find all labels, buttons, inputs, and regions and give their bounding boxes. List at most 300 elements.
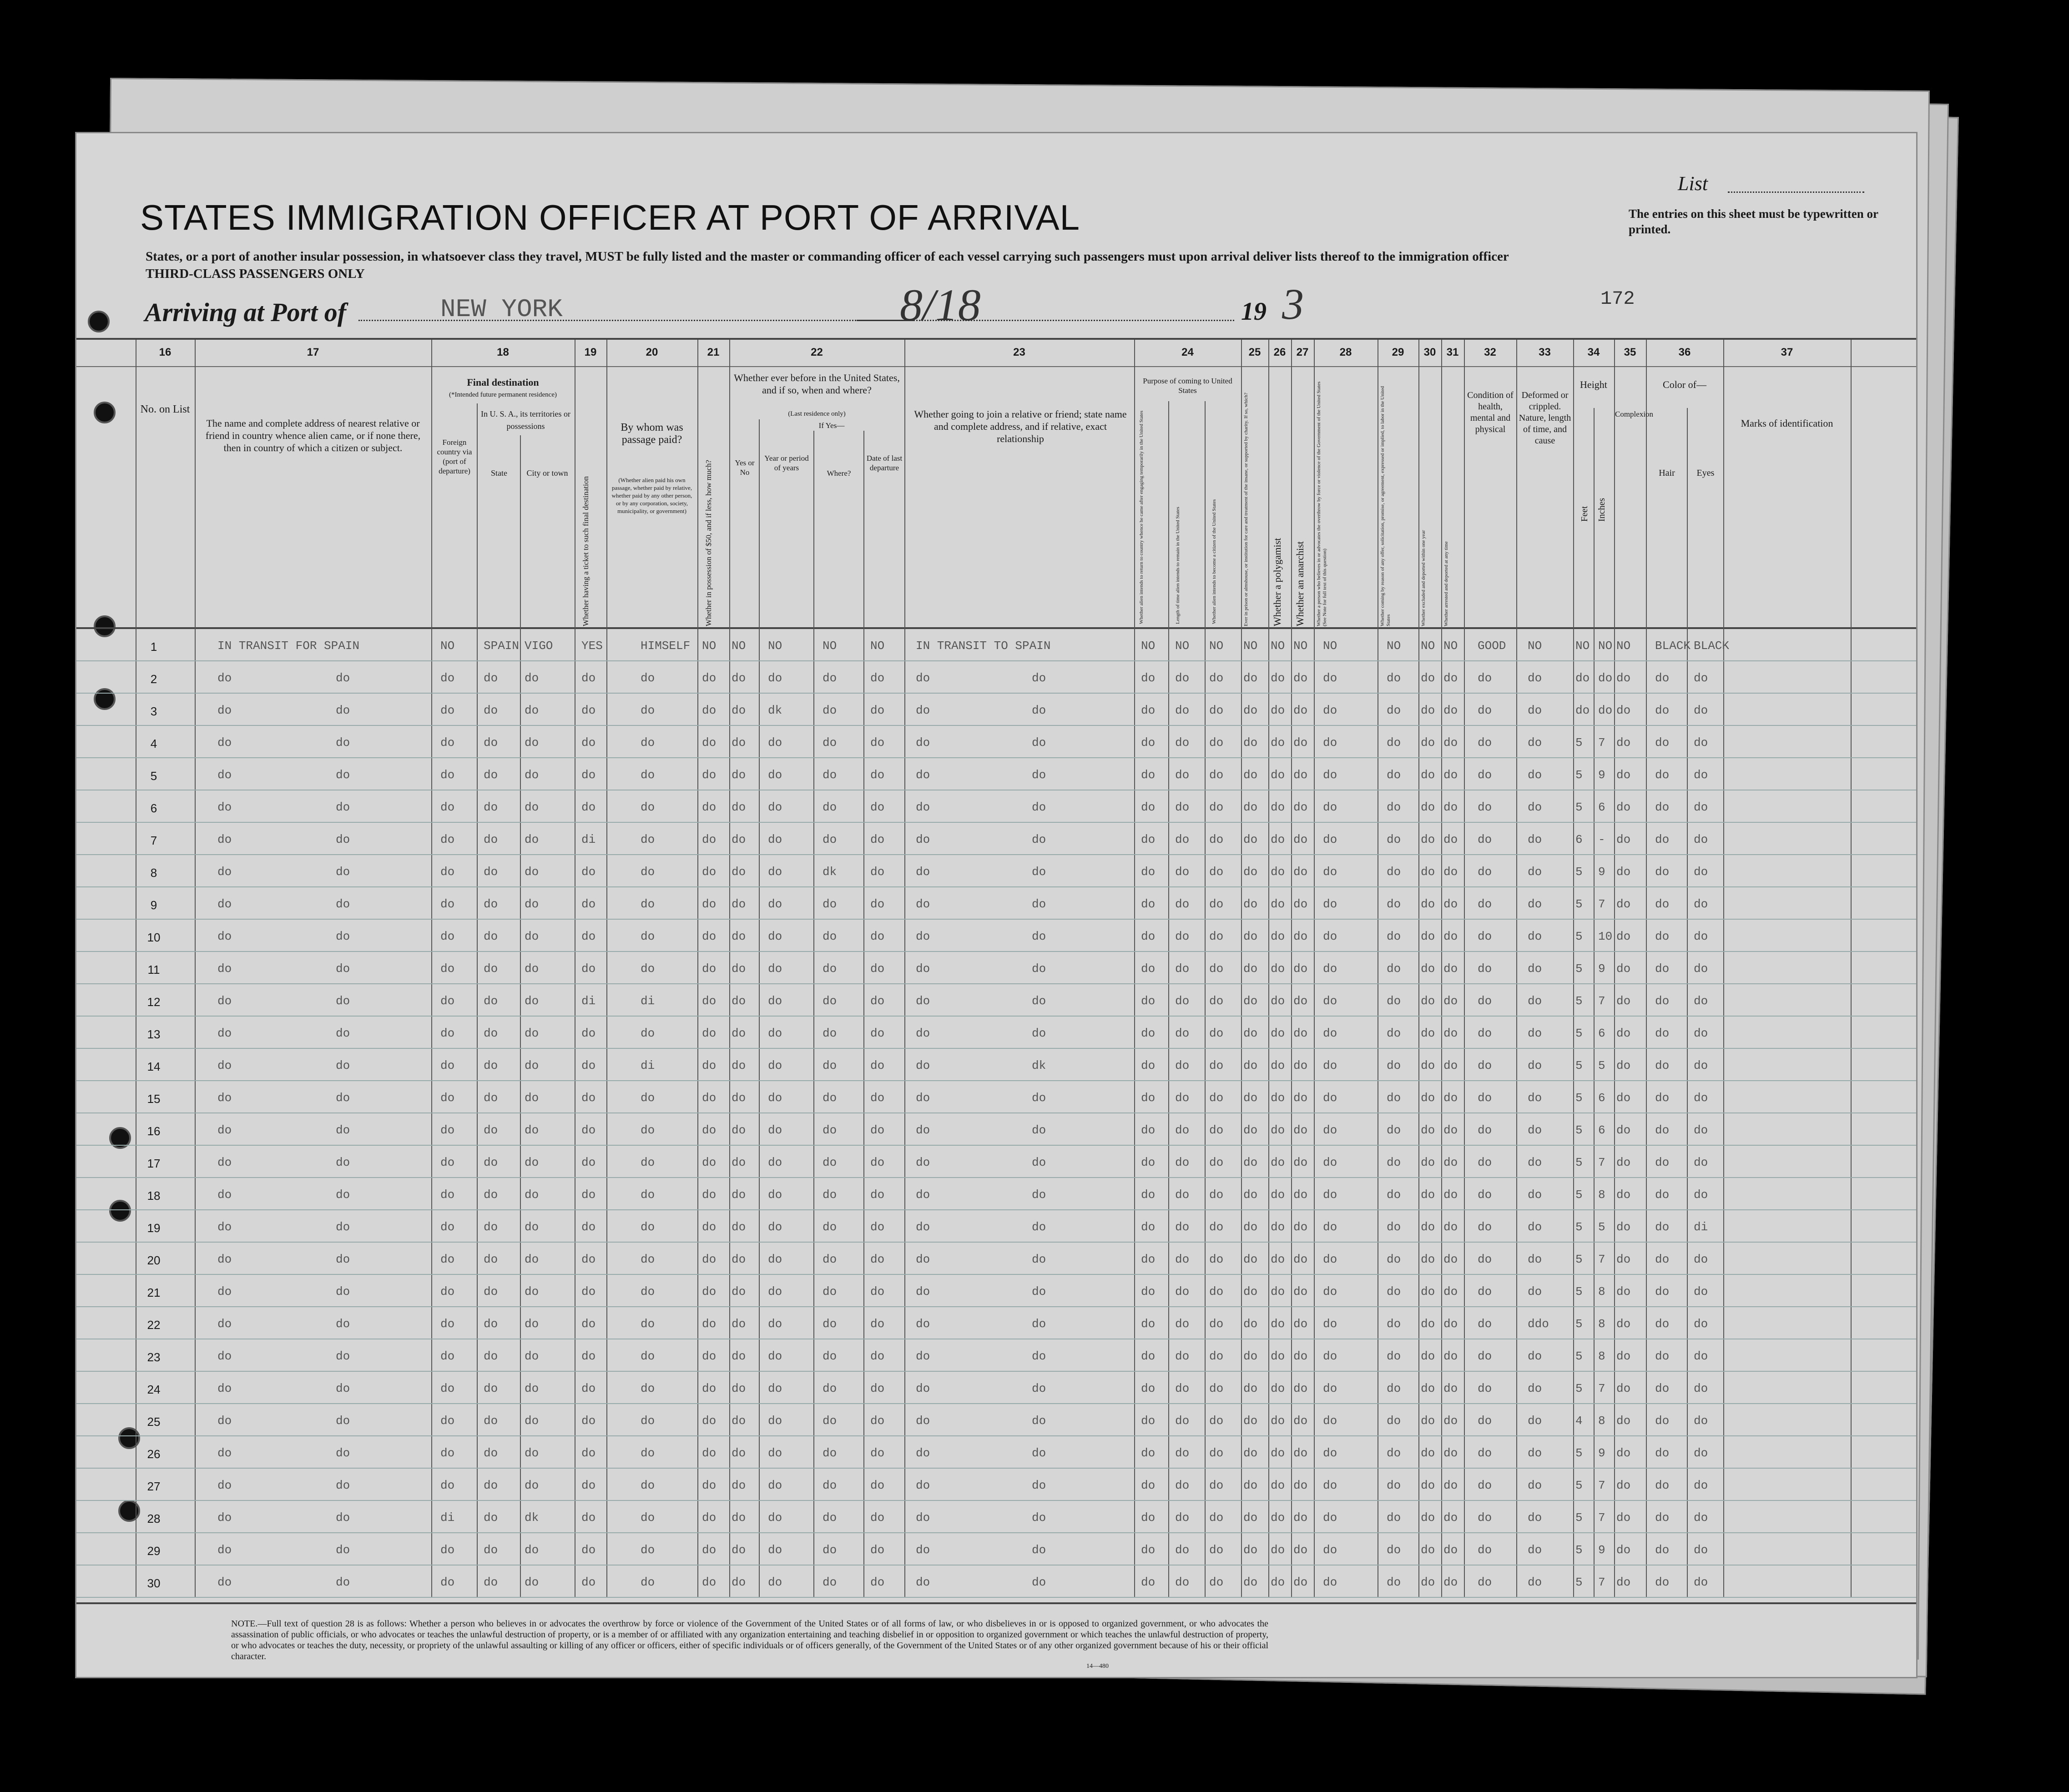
cell-c22b: do bbox=[768, 671, 782, 685]
cell-c19: do bbox=[581, 704, 596, 717]
table-row bbox=[76, 1243, 1918, 1275]
cell-c17b: do bbox=[336, 1156, 350, 1169]
cell-c28: do bbox=[1323, 1479, 1337, 1492]
cell-c18c: do bbox=[525, 768, 539, 782]
cell-c34b: 7 bbox=[1598, 1156, 1605, 1169]
cell-c31: do bbox=[1443, 704, 1458, 717]
cell-c24b: do bbox=[1175, 1156, 1190, 1169]
cell-c27: do bbox=[1293, 1188, 1308, 1202]
cell-c22c: do bbox=[823, 994, 837, 1008]
cell-c23a: do bbox=[916, 1414, 930, 1428]
cell-c21: do bbox=[702, 704, 717, 717]
cell-c28: do bbox=[1323, 1511, 1337, 1525]
cell-c31: do bbox=[1443, 1253, 1458, 1266]
cell-c33: do bbox=[1528, 1188, 1542, 1202]
cell-c21: do bbox=[702, 1349, 717, 1363]
column-number: 28 bbox=[1339, 346, 1352, 358]
cell-c22a: do bbox=[732, 704, 746, 717]
cell-c27: do bbox=[1293, 1511, 1308, 1525]
cell-c23a: do bbox=[916, 1479, 930, 1492]
cell-c18a: do bbox=[440, 671, 455, 685]
cell-c33: do bbox=[1528, 1027, 1542, 1040]
cell-c30: do bbox=[1421, 768, 1435, 782]
cell-c30: do bbox=[1421, 1479, 1435, 1492]
cell-c32: do bbox=[1478, 1414, 1492, 1428]
cell-c36b: do bbox=[1694, 1446, 1708, 1460]
cell-c24c: do bbox=[1209, 994, 1224, 1008]
cell-c34a: 5 bbox=[1575, 1349, 1583, 1363]
table-row bbox=[76, 661, 1918, 694]
col-24b-header: Length of time alien intends to remain in the United States bbox=[1175, 507, 1181, 624]
cell-c22c: do bbox=[823, 1253, 837, 1266]
cell-c29: do bbox=[1387, 1349, 1401, 1363]
cell-c17a: do bbox=[217, 671, 232, 685]
cell-c24c: do bbox=[1209, 1576, 1224, 1589]
cell-c25: do bbox=[1243, 1059, 1258, 1072]
cell-c24b: do bbox=[1175, 962, 1190, 976]
table-row bbox=[76, 1049, 1918, 1081]
cell-c28: do bbox=[1323, 671, 1337, 685]
cell-c27: do bbox=[1293, 1382, 1308, 1395]
cell-c32: do bbox=[1478, 1059, 1492, 1072]
cell-c26: do bbox=[1271, 833, 1285, 846]
cell-c21: do bbox=[702, 994, 717, 1008]
cell-c33: do bbox=[1528, 1349, 1542, 1363]
col-25-header: Ever in prison or almshouse, or institution for care and treatment of the insane, or supported by charity. If so, which? bbox=[1243, 393, 1249, 626]
cell-c36b: do bbox=[1694, 736, 1708, 750]
cell-c17a: do bbox=[217, 1479, 232, 1492]
cell-c22a: do bbox=[732, 865, 746, 879]
cell-c17a: do bbox=[217, 897, 232, 911]
cell-c22c: do bbox=[823, 1382, 837, 1395]
cell-c36b: di bbox=[1694, 1220, 1708, 1234]
cell-c34b: 8 bbox=[1598, 1414, 1605, 1428]
cell-c22a: do bbox=[732, 1349, 746, 1363]
cell-c22d: do bbox=[870, 1576, 885, 1589]
table-row bbox=[76, 952, 1918, 984]
cell-c19: do bbox=[581, 768, 596, 782]
cell-c22b: do bbox=[768, 1511, 782, 1525]
cell-c20: do bbox=[641, 1576, 655, 1589]
table-row bbox=[76, 1501, 1918, 1533]
cell-c22c: NO bbox=[823, 639, 837, 653]
table-row bbox=[76, 1469, 1918, 1501]
cell-c34b: 7 bbox=[1598, 1253, 1605, 1266]
cell-c23b: do bbox=[1032, 671, 1046, 685]
cell-c20: HIMSELF bbox=[641, 639, 691, 653]
cell-c18a: do bbox=[440, 833, 455, 846]
cell-c36a: do bbox=[1655, 1382, 1670, 1395]
cell-c22b: do bbox=[768, 897, 782, 911]
col-18-state: State bbox=[491, 468, 507, 478]
cell-c26: do bbox=[1271, 768, 1285, 782]
cell-c27: do bbox=[1293, 671, 1308, 685]
cell-c24c: do bbox=[1209, 1253, 1224, 1266]
cell-c29: do bbox=[1387, 962, 1401, 976]
column-divider bbox=[1646, 340, 1647, 631]
cell-c36b: do bbox=[1694, 897, 1708, 911]
cell-c22d: do bbox=[870, 736, 885, 750]
cell-c17a: do bbox=[217, 1285, 232, 1299]
column-number: 24 bbox=[1181, 346, 1194, 358]
cell-c31: do bbox=[1443, 897, 1458, 911]
row-number: 21 bbox=[147, 1286, 161, 1299]
cell-c31: NO bbox=[1443, 639, 1458, 653]
cell-c23a: do bbox=[916, 1543, 930, 1557]
cell-c35: do bbox=[1616, 1317, 1631, 1331]
cell-c35: do bbox=[1616, 1382, 1631, 1395]
column-divider bbox=[1441, 340, 1442, 631]
cell-c17b: do bbox=[336, 1349, 350, 1363]
cell-c22d: do bbox=[870, 865, 885, 879]
cell-c18a: do bbox=[440, 1027, 455, 1040]
cell-c18b: do bbox=[484, 1414, 498, 1428]
cell-c35: do bbox=[1616, 768, 1631, 782]
col-31-header: Whether arrested and deported at any time bbox=[1443, 541, 1449, 626]
cell-c29: do bbox=[1387, 1059, 1401, 1072]
cell-c22a: do bbox=[732, 1382, 746, 1395]
cell-c36a: do bbox=[1655, 1511, 1670, 1525]
col-21-header: Whether in possession of $50, and if less, how much? bbox=[704, 460, 713, 626]
cell-c23b: do bbox=[1032, 962, 1046, 976]
cell-c18c: do bbox=[525, 704, 539, 717]
column-divider bbox=[1573, 340, 1574, 631]
cell-c18c: do bbox=[525, 930, 539, 943]
cell-c33: do bbox=[1528, 768, 1542, 782]
cell-c22b: do bbox=[768, 1188, 782, 1202]
cell-c24b: do bbox=[1175, 1027, 1190, 1040]
cell-c22c: do bbox=[823, 833, 837, 846]
cell-c18a: do bbox=[440, 1188, 455, 1202]
cell-c17a: do bbox=[217, 1317, 232, 1331]
cell-c17b: do bbox=[336, 1576, 350, 1589]
cell-c24c: do bbox=[1209, 962, 1224, 976]
cell-c22b: do bbox=[768, 833, 782, 846]
cell-c36a: do bbox=[1655, 1576, 1670, 1589]
cell-c27: do bbox=[1293, 962, 1308, 976]
cell-c31: do bbox=[1443, 1382, 1458, 1395]
cell-c23a: do bbox=[916, 1285, 930, 1299]
cell-c25: do bbox=[1243, 1349, 1258, 1363]
cell-c24a: do bbox=[1141, 1059, 1156, 1072]
col-20-subheader: (Whether alien paid his own passage, whether paid by relative, whether paid by any other person, or by any corporation, society, municipality, or government) bbox=[611, 477, 692, 514]
column-number: 34 bbox=[1587, 346, 1600, 358]
cell-c36a: do bbox=[1655, 1414, 1670, 1428]
cell-c18a: do bbox=[440, 1414, 455, 1428]
cell-c24c: do bbox=[1209, 1123, 1224, 1137]
cell-c32: do bbox=[1478, 768, 1492, 782]
cell-c22a: do bbox=[732, 1414, 746, 1428]
cell-c23a: do bbox=[916, 1253, 930, 1266]
cell-c18c: do bbox=[525, 833, 539, 846]
cell-c28: do bbox=[1323, 962, 1337, 976]
table-row bbox=[76, 1372, 1918, 1404]
cell-c35: do bbox=[1616, 671, 1631, 685]
cell-c26: NO bbox=[1271, 639, 1285, 653]
cell-c36a: do bbox=[1655, 962, 1670, 976]
cell-c36a: do bbox=[1655, 800, 1670, 814]
cell-c24c: do bbox=[1209, 1382, 1224, 1395]
cell-c36a: do bbox=[1655, 1349, 1670, 1363]
cell-c24b: do bbox=[1175, 1382, 1190, 1395]
cell-c25: do bbox=[1243, 1479, 1258, 1492]
cell-c17b: do bbox=[336, 1285, 350, 1299]
cell-c35: do bbox=[1616, 1511, 1631, 1525]
cell-c23a: do bbox=[916, 1446, 930, 1460]
cell-c36b: do bbox=[1694, 1576, 1708, 1589]
row-number: 28 bbox=[147, 1512, 161, 1525]
cell-c22d: do bbox=[870, 833, 885, 846]
col-36-eyes: Eyes bbox=[1696, 468, 1715, 478]
cell-c18a: do bbox=[440, 1285, 455, 1299]
cell-c30: do bbox=[1421, 897, 1435, 911]
cell-c35: do bbox=[1616, 1188, 1631, 1202]
cell-c32: do bbox=[1478, 1479, 1492, 1492]
cell-c27: do bbox=[1293, 994, 1308, 1008]
cell-c17b: do bbox=[336, 1382, 350, 1395]
cell-c30: do bbox=[1421, 704, 1435, 717]
cell-c18c: do bbox=[525, 1349, 539, 1363]
cell-c23b: do bbox=[1032, 1446, 1046, 1460]
cell-c29: do bbox=[1387, 1576, 1401, 1589]
cell-c30: do bbox=[1421, 736, 1435, 750]
cell-c34a: 5 bbox=[1575, 1511, 1583, 1525]
cell-c35: do bbox=[1616, 1349, 1631, 1363]
cell-c21: do bbox=[702, 833, 717, 846]
column-divider bbox=[1723, 340, 1724, 631]
cell-c28: do bbox=[1323, 800, 1337, 814]
cell-c33: do bbox=[1528, 994, 1542, 1008]
cell-c29: NO bbox=[1387, 639, 1401, 653]
cell-c31: do bbox=[1443, 1123, 1458, 1137]
cell-c24b: do bbox=[1175, 800, 1190, 814]
cell-c29: do bbox=[1387, 1317, 1401, 1331]
cell-c31: do bbox=[1443, 1446, 1458, 1460]
cell-c22d: do bbox=[870, 704, 885, 717]
table-row bbox=[76, 1565, 1918, 1598]
cell-c26: do bbox=[1271, 1414, 1285, 1428]
col-32-header: Condition of health, mental and physical bbox=[1467, 390, 1514, 434]
cell-c26: do bbox=[1271, 930, 1285, 943]
cell-c36b: do bbox=[1694, 1123, 1708, 1137]
table-row bbox=[76, 920, 1918, 952]
cell-c32: do bbox=[1478, 736, 1492, 750]
cell-c25: do bbox=[1243, 671, 1258, 685]
port-value: NEW YORK bbox=[440, 295, 563, 324]
cell-c24b: do bbox=[1175, 1349, 1190, 1363]
cell-c19: do bbox=[581, 1059, 596, 1072]
row-number: 2 bbox=[150, 672, 157, 686]
cell-c28: do bbox=[1323, 1349, 1337, 1363]
cell-c19: do bbox=[581, 1349, 596, 1363]
cell-c34a: 5 bbox=[1575, 1123, 1583, 1137]
cell-c34b: 6 bbox=[1598, 1027, 1605, 1040]
cell-c24a: do bbox=[1141, 1349, 1156, 1363]
cell-c28: do bbox=[1323, 833, 1337, 846]
cell-c29: do bbox=[1387, 671, 1401, 685]
cell-c17b: do bbox=[336, 897, 350, 911]
table-row bbox=[76, 1307, 1918, 1339]
cell-c23a: do bbox=[916, 994, 930, 1008]
cell-c18b: do bbox=[484, 1349, 498, 1363]
cell-c22d: do bbox=[870, 1091, 885, 1105]
cell-c18c: VIGO bbox=[525, 639, 553, 653]
sub-divider bbox=[1168, 401, 1169, 631]
column-number: 27 bbox=[1296, 346, 1309, 358]
cell-c23a: do bbox=[916, 1123, 930, 1137]
cell-c22d: do bbox=[870, 1382, 885, 1395]
cell-c28: do bbox=[1323, 1123, 1337, 1137]
col-22-yesno: Yes or No bbox=[735, 458, 755, 477]
cell-c36a: do bbox=[1655, 1156, 1670, 1169]
cell-c23b: do bbox=[1032, 704, 1046, 717]
cell-c22b: dk bbox=[768, 704, 782, 717]
cell-c22d: do bbox=[870, 1059, 885, 1072]
cell-c32: do bbox=[1478, 1027, 1492, 1040]
cell-c18b: do bbox=[484, 833, 498, 846]
cell-c18b: do bbox=[484, 994, 498, 1008]
row-number: 25 bbox=[147, 1415, 161, 1429]
row-number: 8 bbox=[150, 866, 157, 880]
cell-c36b: do bbox=[1694, 1479, 1708, 1492]
cell-c24c: do bbox=[1209, 1349, 1224, 1363]
cell-c22b: do bbox=[768, 1479, 782, 1492]
cell-c22b: do bbox=[768, 1446, 782, 1460]
cell-c36a: do bbox=[1655, 768, 1670, 782]
cell-c24a: do bbox=[1141, 1188, 1156, 1202]
cell-c36a: do bbox=[1655, 704, 1670, 717]
cell-c23b: do bbox=[1032, 800, 1046, 814]
cell-c36a: do bbox=[1655, 1027, 1670, 1040]
cell-c29: do bbox=[1387, 1479, 1401, 1492]
cell-c33: do bbox=[1528, 1220, 1542, 1234]
cell-c24c: NO bbox=[1209, 639, 1224, 653]
cell-c25: do bbox=[1243, 1285, 1258, 1299]
cell-c28: do bbox=[1323, 704, 1337, 717]
cell-c21: do bbox=[702, 1382, 717, 1395]
cell-c19: do bbox=[581, 1027, 596, 1040]
cell-c26: do bbox=[1271, 994, 1285, 1008]
cell-c22b: do bbox=[768, 930, 782, 943]
cell-c33: do bbox=[1528, 671, 1542, 685]
cell-c34a: do bbox=[1575, 671, 1590, 685]
cell-c31: do bbox=[1443, 1576, 1458, 1589]
cell-c29: do bbox=[1387, 1285, 1401, 1299]
cell-c35: do bbox=[1616, 1446, 1631, 1460]
cell-c36b: do bbox=[1694, 833, 1708, 846]
cell-c22c: do bbox=[823, 1188, 837, 1202]
cell-c17b: do bbox=[336, 1091, 350, 1105]
cell-c24a: do bbox=[1141, 1479, 1156, 1492]
row-number: 14 bbox=[147, 1060, 161, 1073]
cell-c22b: do bbox=[768, 1156, 782, 1169]
cell-c18c: do bbox=[525, 1253, 539, 1266]
cell-c23a: do bbox=[916, 1188, 930, 1202]
cell-c34a: 5 bbox=[1575, 736, 1583, 750]
cell-c21: do bbox=[702, 865, 717, 879]
cell-c34a: 5 bbox=[1575, 1253, 1583, 1266]
row-number: 13 bbox=[147, 1027, 161, 1041]
cell-c31: do bbox=[1443, 1156, 1458, 1169]
cell-c22d: do bbox=[870, 1253, 885, 1266]
cell-c24c: do bbox=[1209, 1027, 1224, 1040]
column-divider bbox=[1241, 340, 1242, 631]
col-22-where: Where? bbox=[827, 469, 851, 478]
cell-c18a: do bbox=[440, 1543, 455, 1557]
cell-c31: do bbox=[1443, 1414, 1458, 1428]
cell-c17b: do bbox=[336, 1511, 350, 1525]
cell-c17b: do bbox=[336, 1220, 350, 1234]
cell-c33: do bbox=[1528, 930, 1542, 943]
cell-c36a: do bbox=[1655, 1543, 1670, 1557]
cell-c34b: do bbox=[1598, 704, 1613, 717]
cell-c25: do bbox=[1243, 930, 1258, 943]
cell-c29: do bbox=[1387, 1382, 1401, 1395]
cell-c26: do bbox=[1271, 1091, 1285, 1105]
cell-c23a: do bbox=[916, 800, 930, 814]
cell-c17b: do bbox=[336, 1479, 350, 1492]
cell-c28: do bbox=[1323, 768, 1337, 782]
cell-c26: do bbox=[1271, 1059, 1285, 1072]
cell-c22a: do bbox=[732, 1253, 746, 1266]
cell-c23b: do bbox=[1032, 768, 1046, 782]
row-number: 10 bbox=[147, 931, 161, 944]
cell-c23b: do bbox=[1032, 1220, 1046, 1234]
table-row bbox=[76, 855, 1918, 887]
cell-c17b: do bbox=[336, 930, 350, 943]
cell-c17a: do bbox=[217, 1123, 232, 1137]
cell-c25: do bbox=[1243, 1382, 1258, 1395]
cell-c34b: 9 bbox=[1598, 962, 1605, 976]
cell-c17a: do bbox=[217, 1091, 232, 1105]
cell-c24c: do bbox=[1209, 768, 1224, 782]
column-number: 37 bbox=[1781, 346, 1793, 358]
cell-c25: do bbox=[1243, 1123, 1258, 1137]
cell-c27: do bbox=[1293, 704, 1308, 717]
column-number: 29 bbox=[1392, 346, 1404, 358]
cell-c19: do bbox=[581, 1414, 596, 1428]
sub-divider bbox=[1687, 408, 1688, 631]
cell-c28: do bbox=[1323, 1382, 1337, 1395]
cell-c23a: do bbox=[916, 1059, 930, 1072]
cell-c22d: do bbox=[870, 1317, 885, 1331]
cell-c35: do bbox=[1616, 994, 1631, 1008]
cell-c17b: do bbox=[336, 768, 350, 782]
column-number: 31 bbox=[1446, 346, 1459, 358]
cell-c27: do bbox=[1293, 800, 1308, 814]
cell-c22c: do bbox=[823, 1123, 837, 1137]
cell-c36a: do bbox=[1655, 671, 1670, 685]
cell-c22d: do bbox=[870, 1414, 885, 1428]
cell-c23a: do bbox=[916, 1382, 930, 1395]
class-line: THIRD-CLASS PASSENGERS ONLY bbox=[146, 267, 365, 281]
cell-c34a: 5 bbox=[1575, 1188, 1583, 1202]
cell-c24c: do bbox=[1209, 1091, 1224, 1105]
cell-c19: do bbox=[581, 962, 596, 976]
cell-c17a: IN TRANSIT FOR SPAIN bbox=[217, 639, 360, 653]
cell-c17a: do bbox=[217, 1446, 232, 1460]
cell-c18c: dk bbox=[525, 1511, 539, 1525]
cell-c24c: do bbox=[1209, 1317, 1224, 1331]
cell-c36b: do bbox=[1694, 1382, 1708, 1395]
cell-c19: do bbox=[581, 1285, 596, 1299]
cell-c32: do bbox=[1478, 1317, 1492, 1331]
cell-c28: do bbox=[1323, 736, 1337, 750]
cell-c32: do bbox=[1478, 1188, 1492, 1202]
cell-c18c: do bbox=[525, 1027, 539, 1040]
cell-c36b: do bbox=[1694, 1156, 1708, 1169]
cell-c34b: 7 bbox=[1598, 1382, 1605, 1395]
